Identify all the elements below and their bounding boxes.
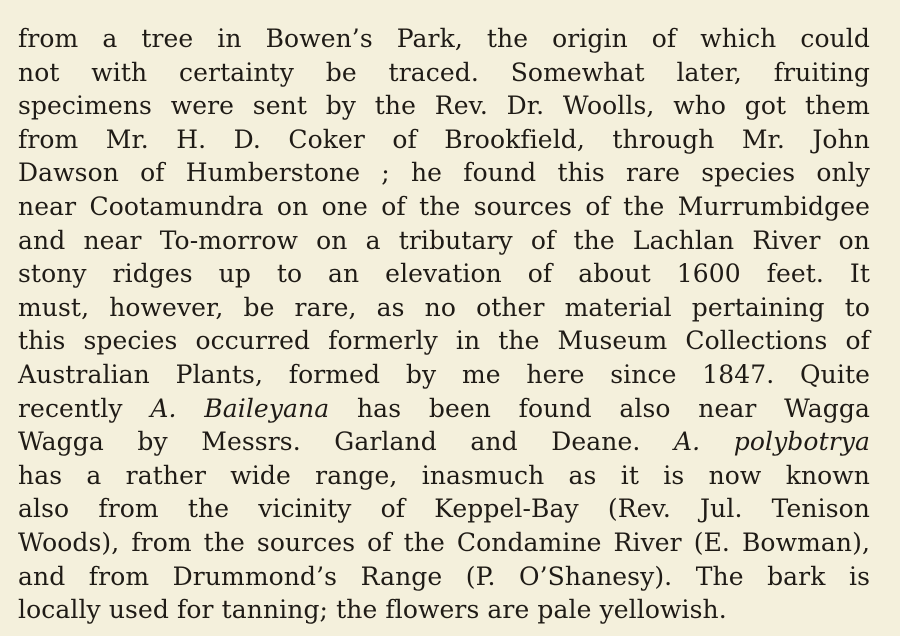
text-segment: and from Drummond’s Range (P. O’Shanesy). The bark is xyxy=(18,561,870,591)
text-segment: has been found also near Wagga xyxy=(329,393,871,423)
text-line xyxy=(18,392,870,426)
text-block xyxy=(18,22,870,627)
text-segment: has a rather wide range, inasmuch as it is now known xyxy=(18,460,870,490)
text-line xyxy=(18,123,870,157)
text-line xyxy=(18,156,870,190)
italic-species-name: A. polybotrya xyxy=(673,427,870,457)
text-segment: must, however, be rare, as no other material pertaining to xyxy=(18,292,870,322)
text-line xyxy=(18,560,870,594)
text-segment: recently xyxy=(18,393,151,423)
text-segment: and near To-morrow on a tributary of the Lachlan River on xyxy=(18,225,870,255)
text-line xyxy=(18,291,870,325)
text-line xyxy=(18,324,870,358)
text-segment: not with certainty be traced. Somewhat later, fruiting xyxy=(18,57,870,87)
text-line xyxy=(18,526,870,560)
text-segment: Wagga by Messrs. Garland and Deane. xyxy=(18,427,674,457)
text-line xyxy=(18,224,870,258)
text-line xyxy=(18,358,870,392)
text-line xyxy=(18,425,870,459)
text-line xyxy=(18,22,870,56)
text-segment: Woods), from the sources of the Condamine River (E. Bowman), xyxy=(18,527,870,557)
text-line xyxy=(18,593,870,627)
text-segment: near Cootamundra on one of the sources of the Murrumbidgee xyxy=(18,191,870,221)
text-line xyxy=(18,190,870,224)
text-segment: from Mr. H. D. Coker of Brookfield, through Mr. John xyxy=(18,124,870,154)
text-segment: also from the vicinity of Keppel-Bay (Rev. Jul. Tenison xyxy=(18,494,870,524)
text-segment: Australian Plants, formed by me here since 1847. Quite xyxy=(18,359,870,389)
text-line xyxy=(18,56,870,90)
text-segment: Dawson of Humberstone ; he found this rare species only xyxy=(18,158,870,188)
text-line xyxy=(18,89,870,123)
text-line xyxy=(18,492,870,526)
text-segment: locally used for tanning; the flowers are pale yellowish. xyxy=(18,595,727,625)
italic-species-name: A. Baileyana xyxy=(150,393,330,423)
text-segment: this species occurred formerly in the Museum Collections of xyxy=(18,326,870,356)
text-segment: stony ridges up to an elevation of about 1600 feet. It xyxy=(18,259,870,289)
text-segment: specimens were sent by the Rev. Dr. Woolls, who got them xyxy=(18,91,870,121)
text-line xyxy=(18,459,870,493)
text-segment: from a tree in Bowen’s Park, the origin of which could xyxy=(18,24,870,53)
text-line xyxy=(18,257,870,291)
